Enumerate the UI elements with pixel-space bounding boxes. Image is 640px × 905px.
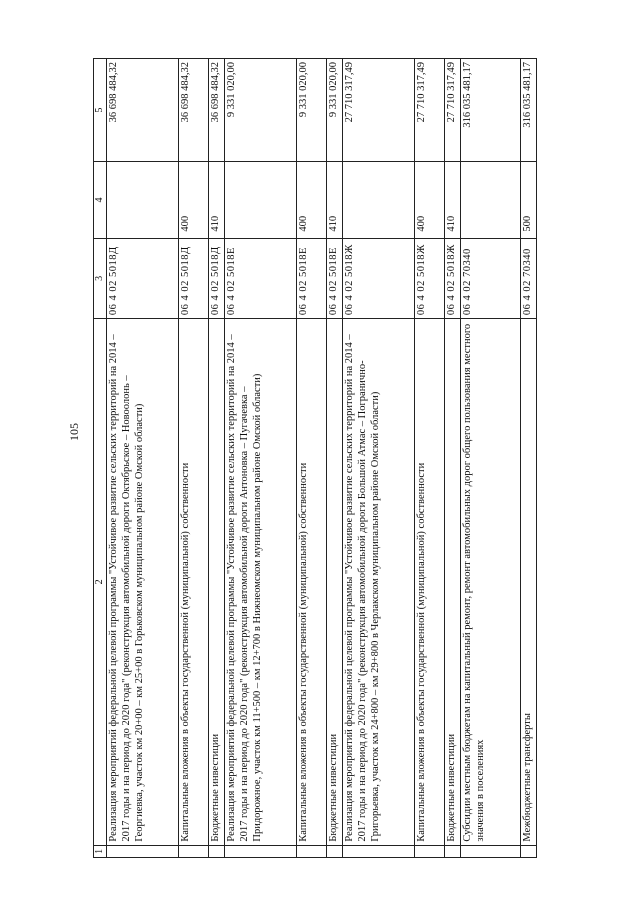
table-row [209, 59, 225, 858]
table-row [520, 59, 536, 858]
row-index-cell [461, 845, 521, 857]
row-vr: 410 [445, 162, 461, 238]
budget-table-rotated [93, 58, 537, 858]
row-code: 06 4 02 5018Д [107, 238, 179, 319]
header-col-5: 5 [94, 59, 107, 162]
header-col-1: 1 [94, 845, 107, 857]
row-index-cell [327, 845, 343, 857]
row-vr: 400 [415, 162, 445, 238]
table-body [107, 59, 537, 858]
row-index-cell [225, 845, 297, 857]
row-code: 06 4 02 5018Ж [415, 238, 445, 319]
row-vr: 500 [520, 162, 536, 238]
table-row [343, 59, 415, 858]
row-name: Реализация мероприятий федеральной целевой программы "Устойчивое развитие сельских территорий на 2014 – 2017 годы и на период до 2020 года" (реконструкция автомобильной дороги Большой Атмас – Погранично-Григорьевка, участок км 24+800 – км 29+800 в Черлакском муниципальном районе Омской области) [343, 319, 415, 845]
row-name: Реализация мероприятий федеральной целевой программы "Устойчивое развитие сельских территорий на 2014 – 2017 годы и на период до 2020 года" (реконструкция автомобильной дороги Антоновка – Пугачевка – Придорожное, участок км 11+500 – км 12+700 в Нижнеомском муниципальном районе Омской области) [225, 319, 297, 845]
row-sum: 36 698 484,32 [107, 59, 179, 162]
row-index-cell [179, 845, 209, 857]
row-vr: 410 [209, 162, 225, 238]
row-sum: 9 331 020,00 [225, 59, 297, 162]
row-code: 06 4 02 5018Е [297, 238, 327, 319]
row-sum: 9 331 020,00 [327, 59, 343, 162]
row-vr [343, 162, 415, 238]
table-row [327, 59, 343, 858]
row-sum: 36 698 484,32 [209, 59, 225, 162]
table-row [415, 59, 445, 858]
row-index-cell [297, 845, 327, 857]
table-row [225, 59, 297, 858]
row-sum: 36 698 484,32 [179, 59, 209, 162]
row-code: 06 4 02 70340 [520, 238, 536, 319]
table-row [107, 59, 179, 858]
row-name: Бюджетные инвестиции [445, 319, 461, 845]
row-code: 06 4 02 5018Ж [343, 238, 415, 319]
row-code: 06 4 02 5018Ж [445, 238, 461, 319]
row-code: 06 4 02 5018Д [209, 238, 225, 319]
row-sum: 27 710 317,49 [343, 59, 415, 162]
table-row [179, 59, 209, 858]
page-number: 105 [67, 423, 81, 441]
row-vr: 410 [327, 162, 343, 238]
row-name: Бюджетные инвестиции [327, 319, 343, 845]
row-vr [225, 162, 297, 238]
row-index-cell [343, 845, 415, 857]
row-name: Субсидии местным бюджетам на капитальный ремонт, ремонт автомобильных дорог общего пользования местного значения в поселениях [461, 319, 521, 845]
row-code: 06 4 02 5018Е [327, 238, 343, 319]
row-vr [461, 162, 521, 238]
header-row [94, 59, 107, 858]
row-name: Капитальные вложения в объекты государственной (муниципальной) собственности [179, 319, 209, 845]
header-col-4: 4 [94, 162, 107, 238]
header-col-2: 2 [94, 319, 107, 845]
row-name: Капитальные вложения в объекты государственной (муниципальной) собственности [415, 319, 445, 845]
row-index-cell [445, 845, 461, 857]
row-sum: 316 035 481,17 [461, 59, 521, 162]
row-vr [107, 162, 179, 238]
row-index-cell [107, 845, 179, 857]
table-row [461, 59, 521, 858]
budget-table [93, 58, 537, 858]
table-row [297, 59, 327, 858]
row-name: Капитальные вложения в объекты государственной (муниципальной) собственности [297, 319, 327, 845]
row-vr: 400 [297, 162, 327, 238]
row-vr: 400 [179, 162, 209, 238]
table-header [94, 59, 107, 858]
table-row [445, 59, 461, 858]
row-name: Реализация мероприятий федеральной целевой программы "Устойчивое развитие сельских территорий на 2014 – 2017 годы и на период до 2020 года" (реконструкция автомобильной дороги Октябрьское – Новоолонь – Георгиевка, участок км 20+00 – км 25+00 в Горьковском муниципальном районе Омской области) [107, 319, 179, 845]
row-sum: 316 035 481,17 [520, 59, 536, 162]
row-sum: 27 710 317,49 [445, 59, 461, 162]
row-code: 06 4 02 5018Д [179, 238, 209, 319]
row-code: 06 4 02 70340 [461, 238, 521, 319]
row-name: Бюджетные инвестиции [209, 319, 225, 845]
row-code: 06 4 02 5018Е [225, 238, 297, 319]
row-index-cell [415, 845, 445, 857]
header-col-3: 3 [94, 238, 107, 319]
row-sum: 27 710 317,49 [415, 59, 445, 162]
row-sum: 9 331 020,00 [297, 59, 327, 162]
row-index-cell [520, 845, 536, 857]
row-name: Межбюджетные трансферты [520, 319, 536, 845]
row-index-cell [209, 845, 225, 857]
